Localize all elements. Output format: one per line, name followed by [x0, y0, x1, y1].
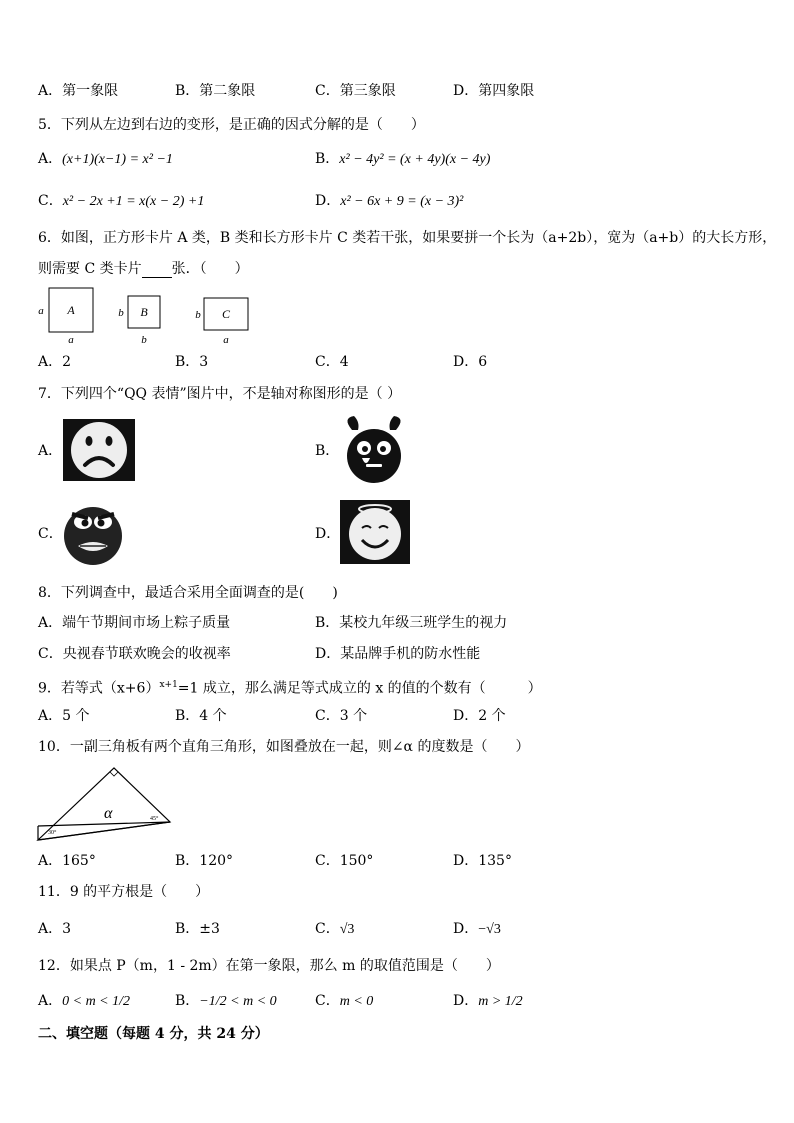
- q12-option-c: C．m < 0: [315, 993, 374, 1009]
- angry-face-icon: [58, 502, 128, 566]
- angle-right-label: 45°: [150, 816, 159, 822]
- q6-stem-line2: 则需要 C 类卡片 张．（ ）: [38, 261, 249, 277]
- q6-option-c: C．4: [315, 354, 349, 370]
- q10-option-b: B．120°: [175, 853, 234, 869]
- card-a-name: A: [67, 303, 75, 317]
- card-b-name: B: [140, 305, 148, 319]
- q9-stem: 9．若等式$(x+6)^{x+1}=1$ 成立，那么满足等式成立的 x 的值的个数有（ ）: [38, 680, 542, 697]
- q11-option-b: B．±3: [175, 921, 220, 937]
- card-a-bottom-label: a: [68, 334, 74, 346]
- q8-option-a: A．端午节期间市场上粽子质量: [38, 615, 231, 631]
- q6-option-a: A．2: [38, 354, 72, 370]
- q11-option-d: D．−√3: [453, 921, 501, 937]
- q7-option-a-label: A．: [38, 443, 63, 459]
- card-c-name: C: [221, 307, 231, 321]
- q6-option-d: D．6: [453, 354, 488, 370]
- q8-option-b: B．某校九年级三班学生的视力: [315, 615, 508, 631]
- q8-stem: 8．下列调查中，最适合采用全面调查的是( ): [38, 585, 338, 601]
- section-2-title: 二、填空题（每题 4 分，共 24 分）: [38, 1026, 269, 1042]
- q11-stem: 11．9 的平方根是（ ）: [38, 884, 210, 900]
- crying-face-icon: [338, 412, 410, 484]
- q4-option-c: C．第三象限: [315, 83, 396, 99]
- q4-option-a: A．第一象限: [38, 83, 119, 99]
- q10-triangle-figure: [36, 764, 176, 844]
- card-b-bottom-label: b: [141, 334, 147, 346]
- q9-option-b: B．4 个: [175, 708, 227, 724]
- q10-option-c: C．150°: [315, 853, 374, 869]
- alpha-label: α: [104, 805, 113, 822]
- q4-option-b: B．第二象限: [175, 83, 256, 99]
- q9-option-d: D．2 个: [453, 708, 506, 724]
- q7-option-d-label: D．: [315, 526, 341, 542]
- angle-left-label: 30°: [48, 830, 57, 836]
- q12-option-a: A．0 < m < 1/2: [38, 993, 131, 1009]
- card-b-left-label: b: [118, 307, 124, 319]
- sad-face-icon: [63, 419, 135, 481]
- q12-option-d: D．m > 1/2: [453, 993, 523, 1009]
- q6-option-b: B．3: [175, 354, 209, 370]
- q6-stem-line1: 6．如图，正方形卡片 A 类，B 类和长方形卡片 C 类若干张，如果要拼一个长为（a+2b），宽为（a+b）的大长方形，: [38, 230, 777, 246]
- q9-option-a: A．5 个: [38, 708, 90, 724]
- angel-face-icon: [340, 500, 410, 564]
- q9-exponent: x+1: [159, 680, 178, 690]
- answer-blank: [142, 263, 172, 278]
- q8-option-c: C．央视春节联欢晚会的收视率: [38, 646, 231, 662]
- q7-option-b-label: B．: [315, 443, 340, 459]
- q10-option-d: D．135°: [453, 853, 512, 869]
- q7-stem: 7．下列四个“QQ 表情”图片中，不是轴对称图形的是（ ）: [38, 386, 402, 402]
- q10-stem: 10．一副三角板有两个直角三角形，如图叠放在一起，则∠α 的度数是（ ）: [38, 739, 530, 755]
- q5-option-a: A．(x+1)(x−1) = x² −1: [38, 151, 173, 167]
- q5-stem: 5．下列从左边到右边的变形，是正确的因式分解的是（ ）: [38, 117, 425, 133]
- q12-stem: 12．如果点 P（m，1 - 2m）在第一象限，那么 m 的取值范围是（ ）: [38, 958, 500, 974]
- q11-option-c: C．√3: [315, 921, 355, 937]
- card-c-bottom-label: a: [223, 334, 229, 346]
- card-c-left-label: b: [195, 309, 201, 321]
- q6-cards-figure: [36, 284, 256, 346]
- q5-option-c: C．x² − 2x +1 = x(x − 2) +1: [38, 193, 205, 209]
- q8-option-d: D．某品牌手机的防水性能: [315, 646, 481, 662]
- q9-option-c: C．3 个: [315, 708, 368, 724]
- q5-option-d: D．x² − 6x + 9 = (x − 3)²: [315, 193, 464, 209]
- q12-option-b: B．−1/2 < m < 0: [175, 993, 277, 1009]
- q5-option-b: B．x² − 4y² = (x + 4y)(x − 4y): [315, 151, 491, 167]
- q4-option-d: D．第四象限: [453, 83, 535, 99]
- card-a-left-label: a: [38, 305, 44, 317]
- q11-option-a: A．3: [38, 921, 72, 937]
- q10-option-a: A．165°: [38, 853, 96, 869]
- q7-option-c-label: C．: [38, 526, 63, 542]
